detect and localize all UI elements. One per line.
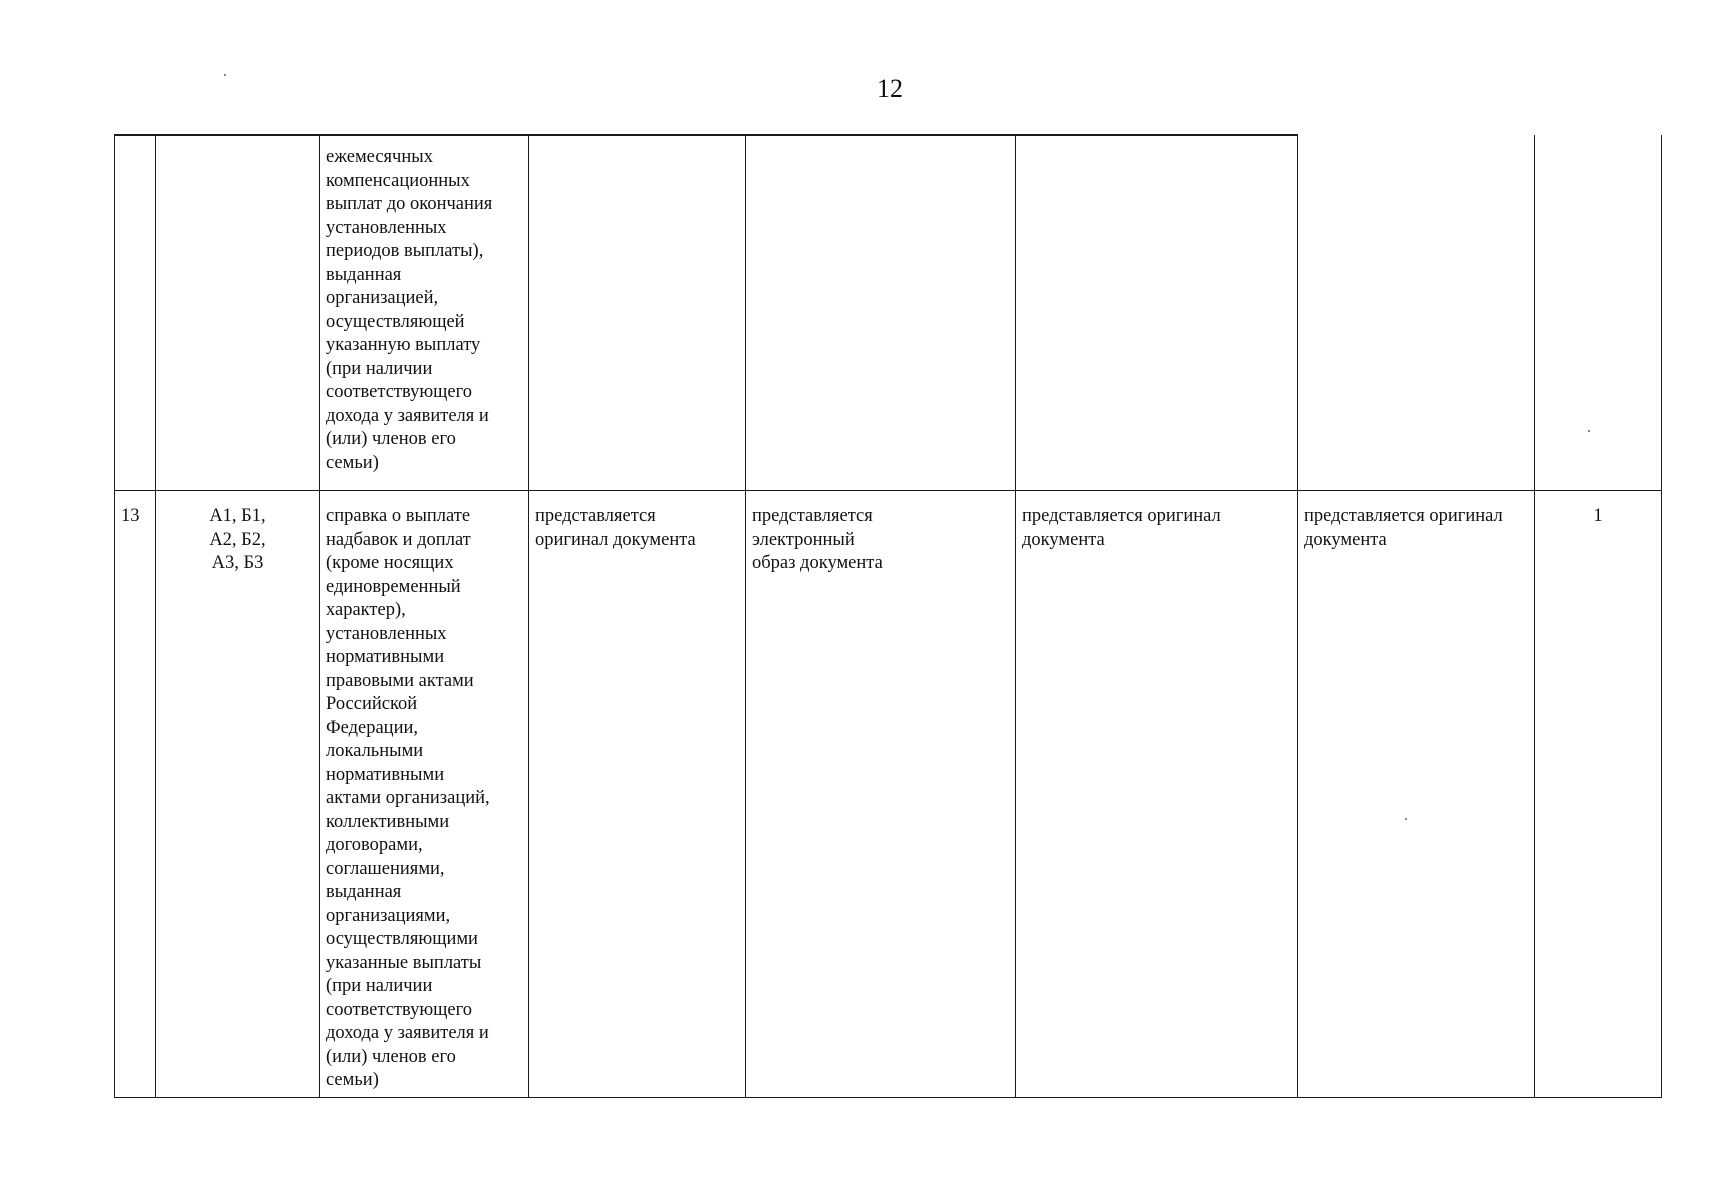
cell-col5: представляется электронный образ документа — [746, 491, 1016, 1098]
page-number: 12 — [877, 74, 903, 103]
table-row-continued — [115, 135, 1662, 491]
cell-categories — [156, 135, 320, 491]
cell-col6 — [1016, 135, 1298, 491]
cell-categories: А1, Б1, А2, Б2, А3, Б3 — [156, 491, 320, 1098]
table-row — [115, 491, 1662, 1098]
scan-speck — [224, 74, 226, 76]
documents-table — [114, 134, 1662, 1098]
cell-document: справка о выплате надбавок и доплат (кроме носящих единовременный характер), установленных нормативными правовыми актами Российской Федерации, локальными нормативными актами организаций, коллективными договорами, соглашениями, выданная организациями, осуществляющими указанные выплаты (при наличии соответствующего дохода у заявителя и (или) членов его семьи) — [320, 491, 529, 1098]
cell-col6: представляется оригинал документа — [1016, 491, 1298, 1098]
cell-col8: 1 — [1535, 491, 1662, 1098]
cell-col4: представляется оригинал документа — [529, 491, 746, 1098]
cell-col5 — [746, 135, 1016, 491]
cell-col4 — [529, 135, 746, 491]
cell-col7: представляется оригинал документа — [1298, 491, 1535, 1098]
scan-speck — [1405, 818, 1407, 820]
cell-col8 — [1535, 135, 1662, 491]
cell-number: 13 — [115, 491, 156, 1098]
scan-speck — [1588, 430, 1590, 432]
cell-number — [115, 135, 156, 491]
cell-document: ежемесячных компенсационных выплат до окончания установленных периодов выплаты), выданная организацией, осуществляющей указанную выплату (при наличии соответствующего дохода у заявителя и (или) членов его семьи) — [320, 135, 529, 491]
cell-col7 — [1298, 135, 1535, 491]
